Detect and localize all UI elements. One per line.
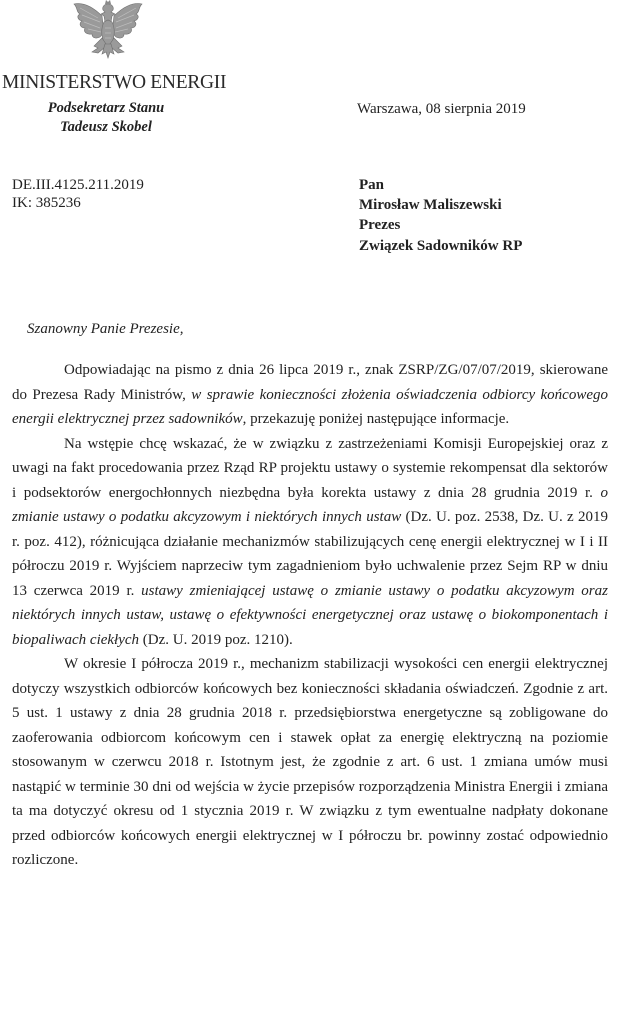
addressee-salutation: Pan [359,177,385,193]
addressee-organization: Związek Sadowników RP [359,238,523,254]
text-segment: (Dz. U. 2019 poz. 1210). [139,631,293,648]
text-segment: W okresie I półrocza 2019 r., mechanizm stabilizacji wysokości cen energii elektrycznej dotyczy wszystkich odbiorców końcowych bez konieczności składania oświadczeń. Zgodnie z art. 5 ust. 1 ustawy z dnia 28 grudnia 2018 r. przedsiębiorstwa energetyczne są zobligowane do zaoferowania odbiorcom końcowym cen i stawek opłat za energię elektryczną na poziomie stosowanym w czerwcu 2018 r. Istotnym jest, że zgodnie z art. 6 ust. 1 zmiana umów musi nastąpić w terminie 30 dni od wejścia w życie przepisów rozporządzenia Ministra Energii i zmiana ta ma dotyczyć okresu od 1 stycznia 2019 r. W związku z tym ewentualne nadpłaty dokonane przed odbiorców końcowych energii elektrycznej w I półroczu br. powinny zostać odpowiednio rozliczone. [12,656,608,868]
italic-citation: ustawy zmieniającej ustawę o zmianie ustawy o podatku akcyzowym oraz niektórych innych ustaw, ustawę o efektywności energetycznej oraz ustawę o biokomponentach i biopaliwach ciekłych [12,582,608,648]
addressee-position: Prezes [359,217,401,233]
body-paragraph [12,358,608,432]
official-name: Tadeusz Skobel [60,119,152,135]
ik-number: IK: 385236 [12,195,81,211]
text-segment: , przekazuję poniżej następujące informacje. [242,411,510,427]
official-title: Podsekretarz Stanu [47,100,165,116]
italic-citation: o zmianie ustawy o podatku akcyzowym i niektórych innych ustaw [12,484,608,525]
body-paragraph [12,652,608,873]
body-paragraph [12,432,608,653]
italic-citation: w sprawie konieczności złożenia oświadczenia odbiorcy końcowego energii elektrycznej przez sadowników [12,386,609,427]
case-number: DE.III.4125.211.2019 [12,177,144,193]
polish-eagle-emblem-icon [68,0,148,62]
ministry-name: MINISTERSTWO ENERGII [2,72,227,93]
text-segment: Na wstępie chcę wskazać, że w związku z zastrzeżeniami Komisji Europejskiej oraz z uwagi na fakt procedowania przez Rząd RP projektu ustawy o systemie rekompensat dla sektorów i podsektorów energochłonnych niezbędna była korekta ustawy z dnia 28 grudnia 2019 r. [12,435,608,501]
letter-body [12,358,608,873]
letter-salutation: Szanowny Panie Prezesie, [27,321,184,337]
place-date: Warszawa, 08 sierpnia 2019 [357,101,526,117]
text-segment: (Dz. U. poz. 2538, Dz. U. z 2019 r. poz. 412), różnicująca działanie mechanizmów stabilizujących cenę energii elektrycznej w I i II półroczu 2019 r. Wyjściem naprzeciw tym zagadnieniom było uchwalenie przez Sejm RP w dniu 13 czerwca 2019 r. [12,509,608,599]
text-segment: Odpowiadając na pismo z dnia 26 lipca 2019 r., znak ZSRP/ZG/07/07/2019, skierowane do Prezesa Rady Ministrów, [12,362,608,403]
addressee-name: Mirosław Maliszewski [359,197,502,213]
